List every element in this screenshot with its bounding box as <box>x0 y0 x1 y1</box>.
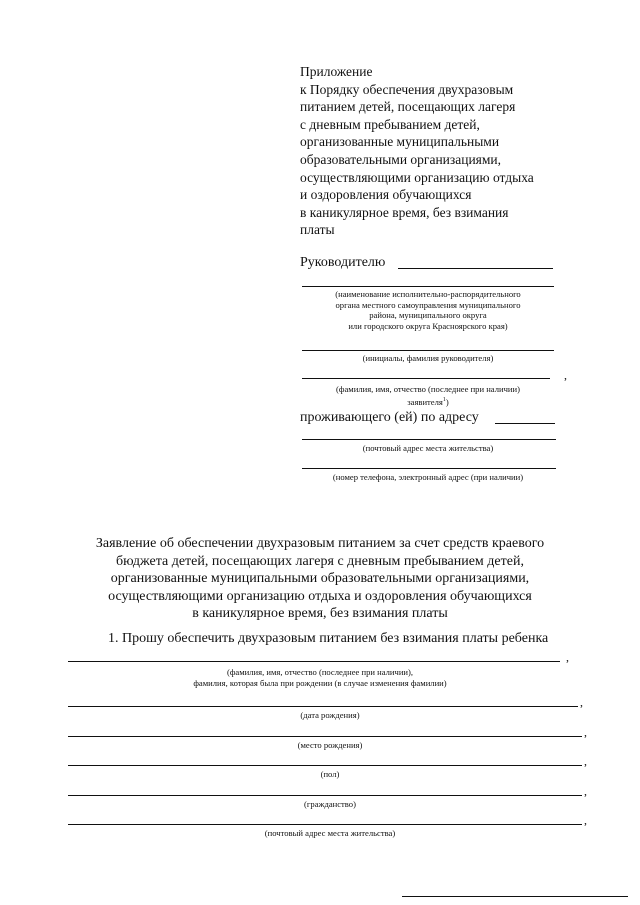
applicant-field-line[interactable] <box>302 378 550 379</box>
footnote-mark: 1 <box>442 396 446 403</box>
sex-field-line[interactable] <box>68 765 582 766</box>
comma: , <box>584 725 587 739</box>
comma: , <box>584 754 587 768</box>
comma: , <box>564 368 567 382</box>
head-field-line[interactable] <box>398 268 553 269</box>
contact-caption: (номер телефона, электронный адрес (при наличии) <box>332 472 524 482</box>
to-head-label: Руководителю <box>300 255 386 270</box>
birth-place-field-line[interactable] <box>68 736 582 737</box>
applicant-caption: (фамилия, имя, отчество (последнее при наличии) заявителя$^1$) <box>336 384 520 407</box>
child-name-field-line[interactable] <box>68 661 560 662</box>
sex-caption: (пол) <box>320 769 340 779</box>
child-address-field-line[interactable] <box>68 824 582 825</box>
authority-caption: (наименование исполнительно-распорядительного органа местного самоуправления муниципального района, муниципального округа или городского округа Красноярского края) <box>335 289 521 331</box>
citizenship-field-line[interactable] <box>68 795 582 796</box>
appendix-line: с дневным пребыванием детей, <box>300 116 480 132</box>
footnote-separator <box>402 896 628 897</box>
appendix-line: осуществляющими организацию отдыха <box>300 169 534 185</box>
statement-title: Заявление об обеспечении двухразовым питанием за счет средств краевого бюджета детей, посещающих лагеря с дневным пребыванием детей, организованные муниципальными образовательными организациями, осуществляющими организацию отдыха и оздоровления обучающихся в каникулярное время, без взимания платы <box>95 536 545 621</box>
citizenship-caption: (гражданство) <box>304 799 356 809</box>
birth-place-caption: (место рождения) <box>297 740 363 750</box>
comma: , <box>584 784 587 798</box>
appendix-line: и оздоровления обучающихся <box>300 187 472 203</box>
residing-label: проживающего (ей) по адресу <box>300 410 479 425</box>
postal-caption: (почтовый адрес места жительства) <box>362 443 494 453</box>
comma: , <box>580 695 583 709</box>
authority-field-line[interactable] <box>302 286 554 287</box>
child-address-caption: (почтовый адрес места жительства) <box>264 828 396 838</box>
contact-field-line[interactable] <box>302 468 556 469</box>
postal-field-line[interactable] <box>302 439 556 440</box>
appendix-line: организованные муниципальными <box>300 134 500 150</box>
comma: , <box>584 813 587 827</box>
appendix-line: к Порядку обеспечения двухразовым <box>300 81 514 97</box>
item1-text: 1. Прошу обеспечить двухразовым питанием без взимания платы ребенка <box>108 631 549 646</box>
appendix-line: в каникулярное время, без взимания <box>300 204 509 220</box>
birth-date-caption: (дата рождения) <box>300 710 360 720</box>
birth-date-field-line[interactable] <box>68 706 578 707</box>
residing-field-line[interactable] <box>495 423 555 424</box>
appendix-line: образовательными организациями, <box>300 151 502 167</box>
appendix-line: питанием детей, посещающих лагеря <box>300 99 516 115</box>
appendix-block <box>300 63 600 239</box>
appendix-line: платы <box>300 222 335 238</box>
head-name-caption: (инициалы, фамилия руководителя) <box>362 353 494 363</box>
head-name-field-line[interactable] <box>302 350 554 351</box>
comma: , <box>566 650 569 664</box>
appendix-line: Приложение <box>300 64 373 79</box>
child-name-caption: (фамилия, имя, отчество (последнее при наличии), фамилия, которая была при рождении (в случае изменения фамилии) <box>193 667 447 688</box>
